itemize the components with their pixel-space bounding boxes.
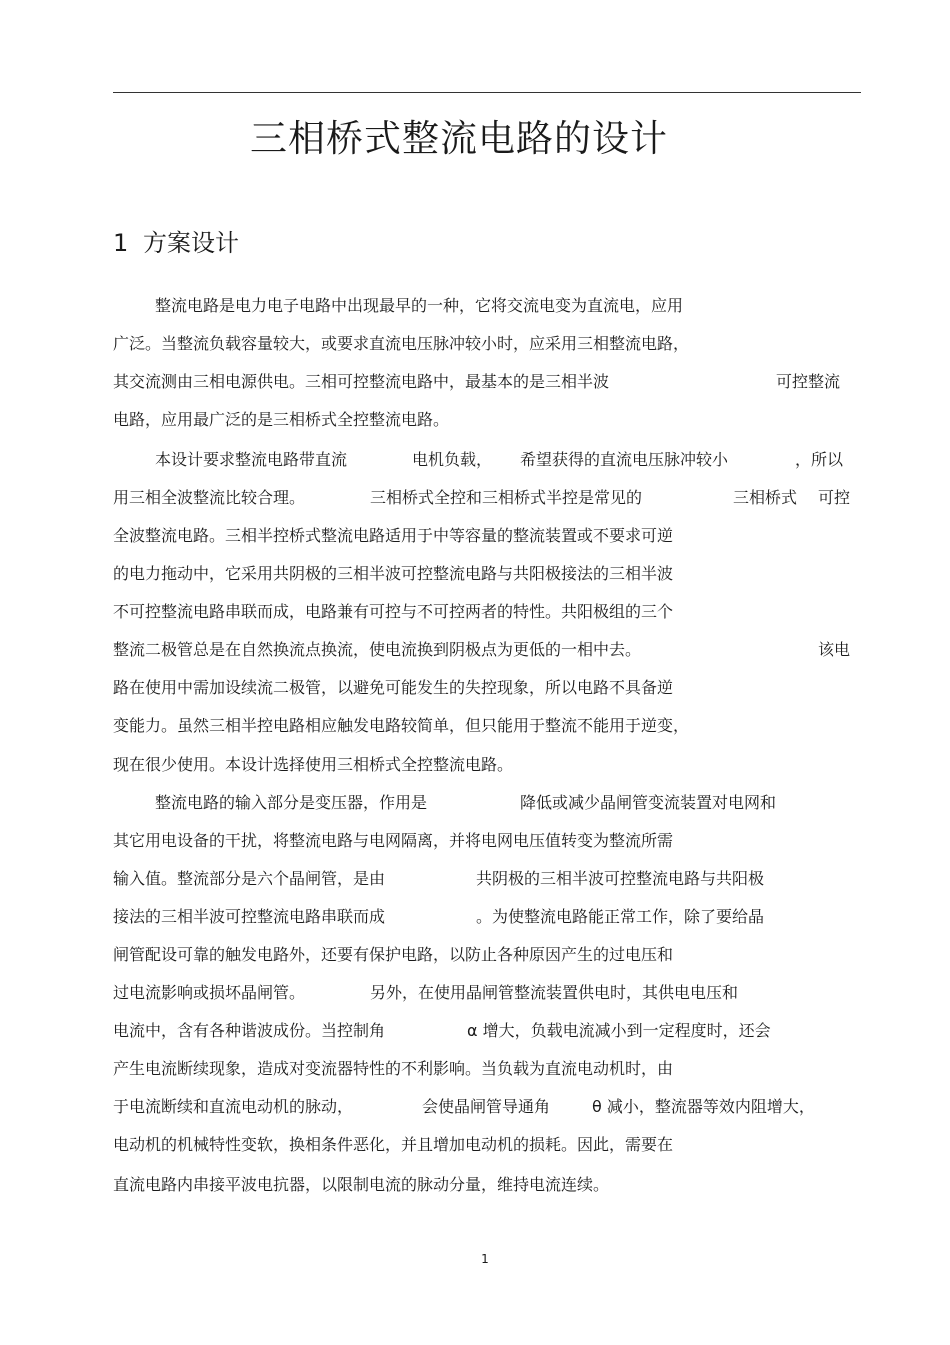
paragraph-line: 的电力拖动中，它采用共阴极的三相半波可控整流电路与共阳极接法的三相半波 [113, 564, 674, 583]
paragraph-line: 电流中，含有各种谐波成份。当控制角 [113, 1021, 386, 1040]
paragraph-line-segment: 共阴极的三相半波可控整流电路与共阳极 [476, 869, 765, 888]
paragraph-line-segment: 会使晶闸管导通角 [422, 1097, 551, 1116]
section-title: 方案设计 [143, 229, 239, 257]
paragraph-line: 于电流断续和直流电动机的脉动， [113, 1097, 354, 1116]
paragraph-line-segment: 希望获得的直流电压脉冲较小 [520, 450, 729, 469]
paragraph-line: 闸管配设可靠的触发电路外，还要有保护电路，以防止各种原因产生的过电压和 [113, 945, 674, 964]
paragraph-line: 其交流测由三相电源供电。三相可控整流电路中，最基本的是三相半波 [113, 372, 610, 391]
paragraph-line: 用三相全波整流比较合理。 [113, 488, 306, 507]
paragraph-line: 电动机的机械特性变软，换相条件恶化，并且增加电动机的损耗。因此，需要在 [113, 1135, 674, 1154]
paragraph-line-segment: ，所以 [795, 450, 844, 469]
paragraph-line: 变能力。虽然三相半控电路相应触发电路较简单，但只能用于整流不能用于逆变， [113, 716, 690, 735]
paragraph-line-segment: 该电 [818, 640, 851, 659]
paragraph-line: 整流二极管总是在自然换流点换流，使电流换到阴极点为更低的一相中去。 [113, 640, 642, 659]
section-heading [113, 223, 239, 258]
page-number: 1 [481, 1252, 489, 1266]
paragraph-line: 输入值。整流部分是六个晶闸管，是由 [113, 869, 386, 888]
paragraph-line: 路在使用中需加设续流二极管，以避免可能发生的失控现象，所以电路不具备逆 [113, 678, 674, 697]
paragraph-line: 直流电路内串接平波电抗器，以限制电流的脉动分量，维持电流连续。 [113, 1175, 610, 1194]
paragraph-line-segment: θ 减小，整流器等效内阻增大， [592, 1097, 815, 1116]
paragraph-line: 其它用电设备的干扰，将整流电路与电网隔离，并将电网电压值转变为整流所需 [113, 831, 674, 850]
paragraph-line-segment: α 增大，负载电流减小到一定程度时，还会 [467, 1021, 771, 1040]
paragraph-line: 接法的三相半波可控整流电路串联而成 [113, 907, 386, 926]
header-rule [113, 92, 861, 93]
document-title: 三相桥式整流电路的设计 [250, 117, 668, 160]
paragraph-line-segment: 可控 [818, 488, 851, 507]
paragraph-line-segment: 三相桥式全控和三相桥式半控是常见的 [370, 488, 643, 507]
paragraph-line: 全波整流电路。三相半控桥式整流电路适用于中等容量的整流装置或不要求可逆 [113, 526, 674, 545]
paragraph-line: 电路，应用最广泛的是三相桥式全控整流电路。 [113, 410, 450, 429]
paragraph-line: 不可控整流电路串联而成，电路兼有可控与不可控两者的特性。共阳极组的三个 [113, 602, 674, 621]
paragraph-line: 整流电路是电力电子电路中出现最早的一种，它将交流电变为直流电，应用 [155, 296, 684, 315]
paragraph-line-segment: 降低或减少晶闸管变流装置对电网和 [520, 793, 777, 812]
paragraph-line-segment: 可控整流 [776, 372, 841, 391]
paragraph-line: 产生电流断续现象，造成对变流器特性的不利影响。当负载为直流电动机时，由 [113, 1059, 674, 1078]
paragraph-line-segment: 。为使整流电路能正常工作，除了要给晶 [476, 907, 765, 926]
paragraph-line: 广泛。当整流负载容量较大，或要求直流电压脉冲较小时，应采用三相整流电路， [113, 334, 690, 353]
paragraph-line-segment: 电机负载， [412, 450, 493, 469]
paragraph-line: 本设计要求整流电路带直流 [155, 450, 348, 469]
paragraph-line-segment: 三相桥式 [733, 488, 798, 507]
paragraph-line: 整流电路的输入部分是变压器，作用是 [155, 793, 428, 812]
paragraph-line: 过电流影响或损坏晶闸管。 [113, 983, 306, 1002]
paragraph-line-segment: 另外，在使用晶闸管整流装置供电时，其供电电压和 [370, 983, 739, 1002]
section-number: 1 [113, 229, 129, 257]
paragraph-line: 现在很少使用。本设计选择使用三相桥式全控整流电路。 [113, 755, 514, 774]
